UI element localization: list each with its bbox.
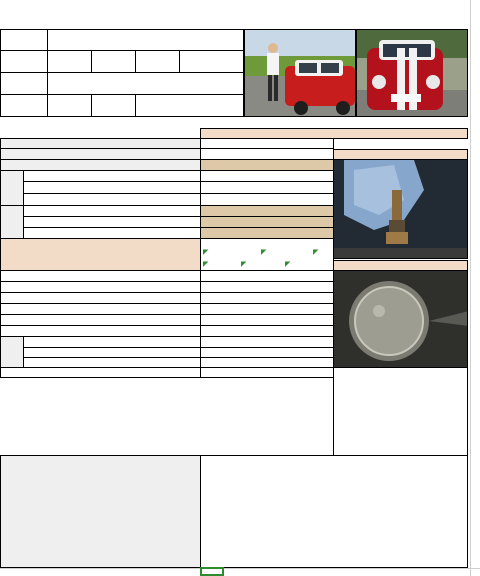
- color-value: [47, 94, 92, 117]
- car-front-photo: [356, 29, 468, 117]
- grade-label: [91, 94, 136, 117]
- strainer-photo: [333, 270, 468, 368]
- condition-value: [47, 72, 244, 95]
- previous-group-label: [0, 205, 24, 239]
- grade-value: [135, 94, 244, 117]
- drain-bolt-photo: [333, 159, 468, 259]
- cell-marker: ◤: [203, 260, 209, 268]
- cell-marker: ◤: [313, 248, 319, 256]
- remarks-box: [200, 455, 468, 568]
- year-value: [47, 50, 92, 73]
- pecs-label: [0, 238, 201, 271]
- color-label: [0, 94, 48, 117]
- name-value: [47, 29, 244, 51]
- year-label: [0, 50, 48, 73]
- cell-marker: ◤: [203, 248, 209, 256]
- next-group-label: [0, 336, 24, 368]
- remarks-label: [0, 455, 201, 568]
- chassis-label: [135, 50, 180, 73]
- cell-marker: ◤: [241, 260, 247, 268]
- condition-label: [0, 72, 48, 95]
- name-label: [0, 29, 48, 51]
- fuel-dilution-label: [0, 367, 201, 378]
- transmission-value: [91, 50, 136, 73]
- cell-marker: ◤: [285, 260, 291, 268]
- pecs-value-cell: [200, 238, 334, 271]
- chassis-value: [179, 50, 244, 73]
- remarks-right-blank: [333, 367, 468, 456]
- selected-cell[interactable]: [200, 567, 224, 576]
- cell-marker: ◤: [261, 248, 267, 256]
- analysis-group-label: [0, 170, 24, 206]
- car-owner-photo: [244, 29, 356, 117]
- fuel-dilution-value: [200, 367, 334, 378]
